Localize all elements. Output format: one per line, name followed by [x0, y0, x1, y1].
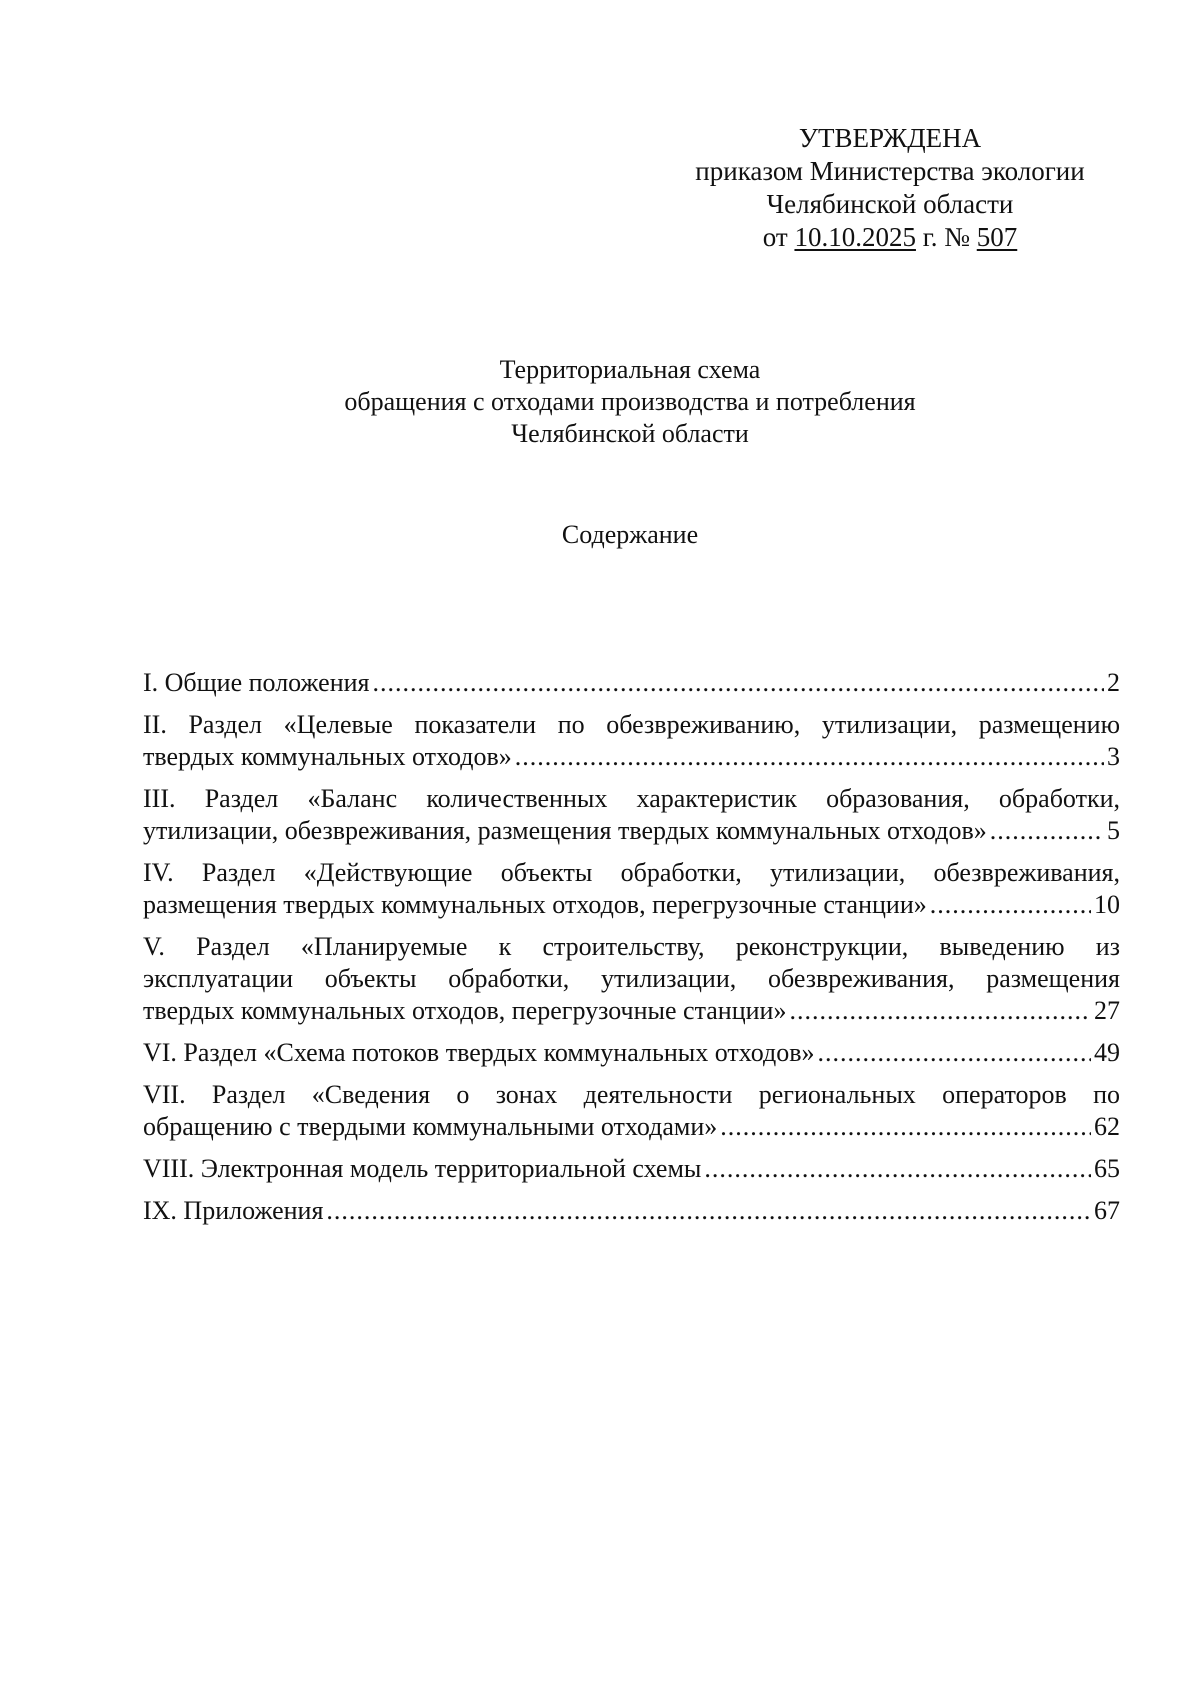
toc-entry-text-line: VI. Раздел «Схема потоков твердых коммунальных отходов»: [143, 1038, 815, 1067]
toc-entry-text-line: утилизации, обезвреживания, размещения твердых коммунальных отходов»: [143, 816, 987, 845]
toc-page-number: 65: [1094, 1154, 1120, 1183]
toc-entry-text-line: обращению с твердыми коммунальными отходами»: [143, 1112, 718, 1141]
toc-entry[interactable]: [143, 1153, 1120, 1185]
toc-dot-leader: [515, 741, 1104, 773]
approval-date: 10.10.2025: [794, 222, 916, 252]
toc-entry-text-line: II. Раздел «Целевые показатели по обезвреживанию, утилизации, размещению: [143, 710, 1120, 739]
toc-dot-leader: [930, 889, 1091, 921]
toc-entry-text-line: IV. Раздел «Действующие объекты обработки, утилизации, обезвреживания,: [143, 858, 1120, 887]
toc-dot-leader: [720, 1111, 1091, 1143]
table-of-contents: [143, 667, 1120, 1237]
toc-dot-leader: [326, 1195, 1091, 1227]
toc-entry-final-line: [143, 1195, 1120, 1227]
toc-dot-leader: [789, 995, 1091, 1027]
toc-entry-final-line: [143, 815, 1120, 847]
toc-entry-final-line: [143, 741, 1120, 773]
toc-dot-leader: [704, 1153, 1091, 1185]
toc-page-number: 10: [1094, 890, 1120, 919]
toc-entry-text-line: эксплуатации объекты обработки, утилизации, обезвреживания, размещения: [143, 964, 1120, 993]
toc-page-number: 27: [1094, 996, 1120, 1025]
toc-entry-text-line: III. Раздел «Баланс количественных характеристик образования, обработки,: [143, 784, 1120, 813]
document-title: [140, 354, 1120, 450]
toc-heading: Содержание: [561, 520, 699, 549]
toc-page-number: 62: [1094, 1112, 1120, 1141]
toc-entry-text-line: твердых коммунальных отходов, перегрузочные станции»: [143, 996, 787, 1025]
approval-block: [640, 122, 1140, 254]
toc-entry-text-line: VIII. Электронная модель территориальной схемы: [143, 1154, 702, 1183]
approval-date-prefix: от: [762, 222, 788, 252]
toc-dot-leader: [372, 667, 1104, 699]
approval-order-line: [640, 221, 1140, 254]
toc-entry[interactable]: [143, 1195, 1120, 1227]
approval-number-prefix: г. №: [922, 222, 970, 252]
toc-entry-final-line: [143, 1153, 1120, 1185]
document-title-line-1: Территориальная схема: [499, 355, 761, 384]
toc-entry[interactable]: [143, 857, 1120, 921]
document-title-line-2: обращения с отходами производства и потребления: [344, 387, 916, 416]
toc-page-number: 49: [1094, 1038, 1120, 1067]
toc-entry[interactable]: [143, 1037, 1120, 1069]
toc-entry-text-line: размещения твердых коммунальных отходов, перегрузочные станции»: [143, 890, 927, 919]
toc-entry-text-line: I. Общие положения: [143, 668, 370, 697]
toc-entry[interactable]: [143, 931, 1120, 1027]
toc-entry-text-line: твердых коммунальных отходов»: [143, 742, 512, 771]
approval-number: 507: [976, 222, 1018, 252]
document-title-line-3: Челябинской области: [511, 419, 749, 448]
toc-page-number: 67: [1094, 1196, 1120, 1225]
approval-title: УТВЕРЖДЕНА: [798, 123, 982, 153]
toc-dot-leader: [818, 1037, 1092, 1069]
toc-page-number: 3: [1107, 742, 1120, 771]
toc-entry-final-line: [143, 667, 1120, 699]
toc-entry-final-line: [143, 995, 1120, 1027]
toc-entry-text-line: V. Раздел «Планируемые к строительству, реконструкции, выведению из: [143, 932, 1120, 961]
approval-issuer: приказом Министерства экологии: [695, 156, 1085, 186]
approval-region: Челябинской области: [766, 189, 1014, 219]
toc-page-number: 5: [1107, 816, 1120, 845]
toc-entry-text-line: VII. Раздел «Сведения о зонах деятельности региональных операторов по: [143, 1080, 1120, 1109]
toc-page-number: 2: [1107, 668, 1120, 697]
toc-dot-leader: [990, 815, 1104, 847]
toc-entry[interactable]: [143, 709, 1120, 773]
toc-entry-final-line: [143, 1111, 1120, 1143]
toc-entry-final-line: [143, 1037, 1120, 1069]
toc-entry[interactable]: [143, 1079, 1120, 1143]
toc-entry[interactable]: [143, 783, 1120, 847]
toc-entry-final-line: [143, 889, 1120, 921]
toc-entry-text-line: IX. Приложения: [143, 1196, 324, 1225]
toc-entry[interactable]: [143, 667, 1120, 699]
